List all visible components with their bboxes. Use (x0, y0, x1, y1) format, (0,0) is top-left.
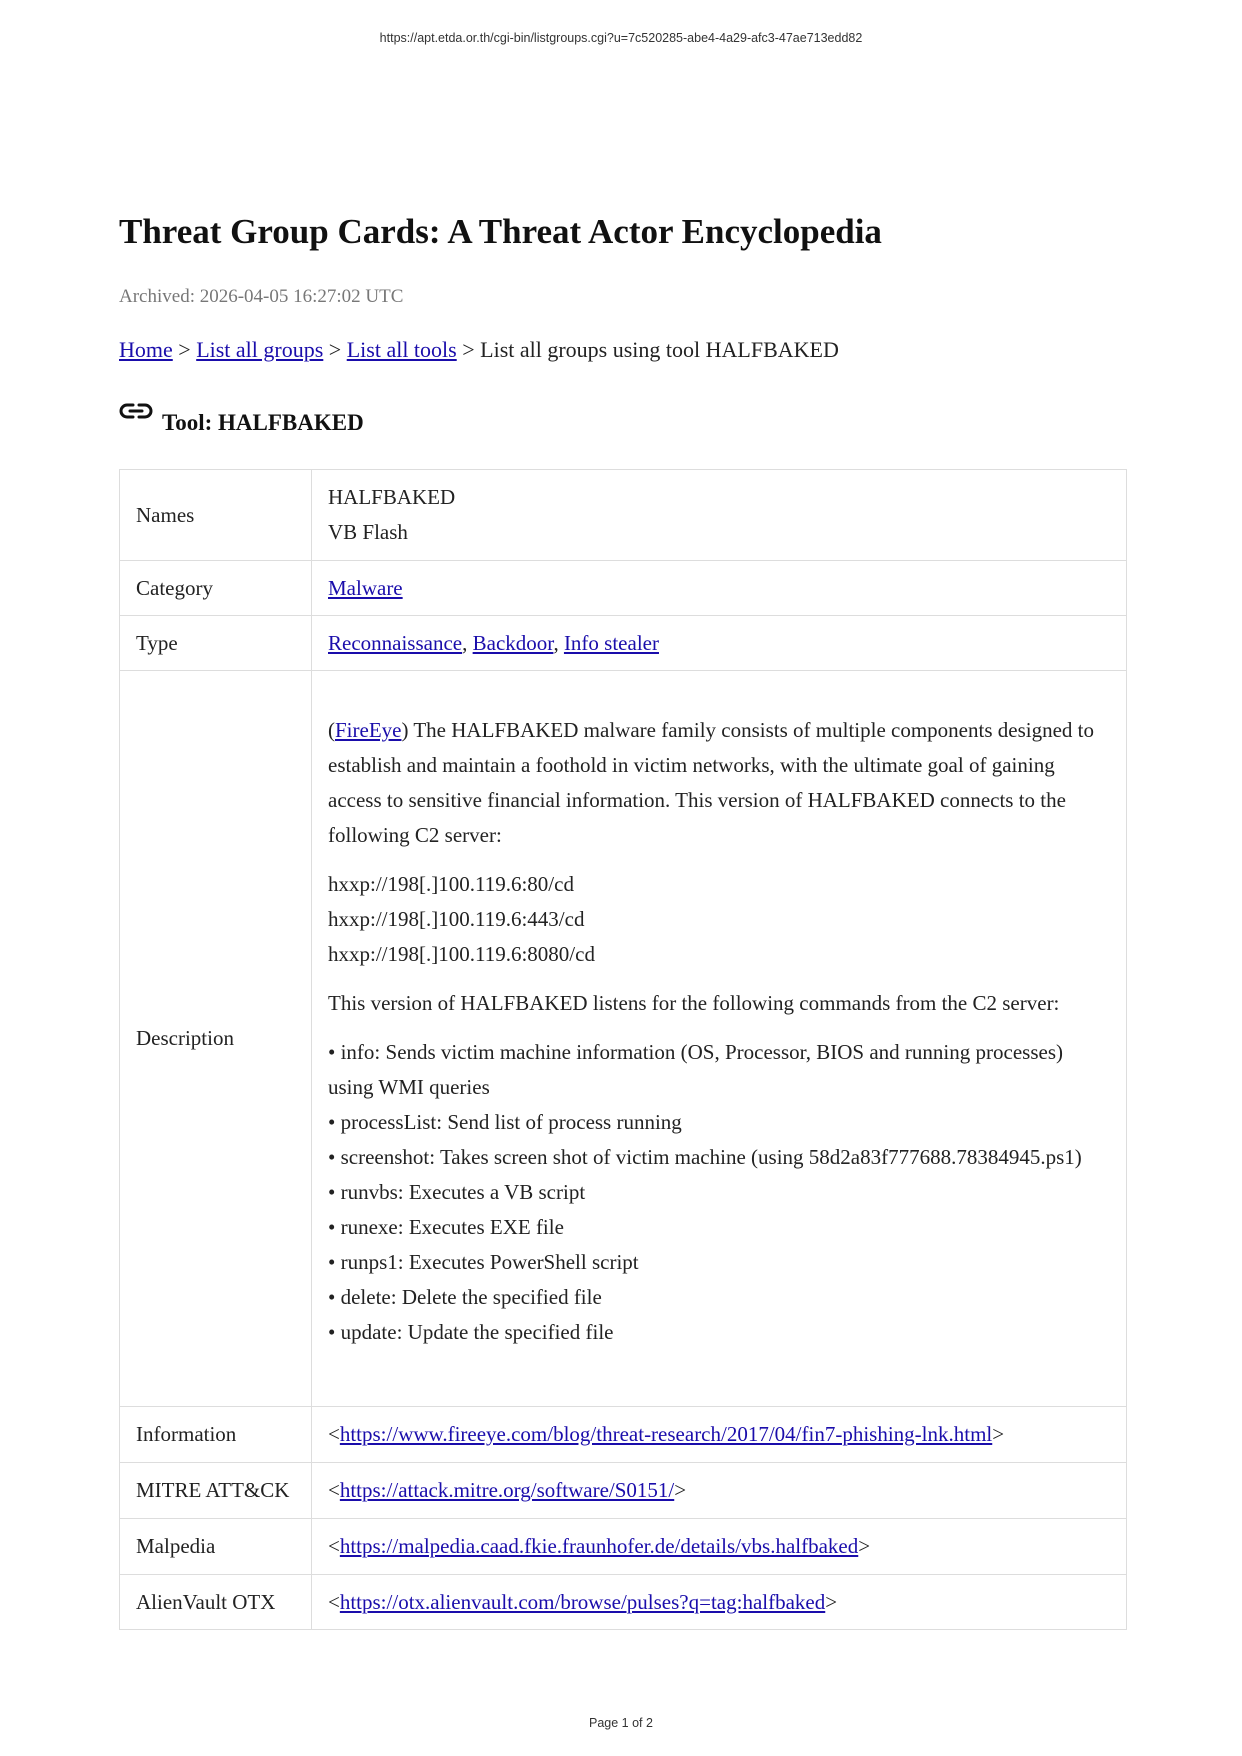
row-label: MITRE ATT&CK (120, 1463, 312, 1519)
table-row-malpedia (120, 1519, 1127, 1575)
breadcrumb (119, 337, 839, 363)
tool-info-table (119, 469, 1127, 1630)
breadcrumb-current: List all groups using tool HALFBAKED (480, 337, 839, 362)
table-row-category (120, 561, 1127, 616)
type-cell (312, 616, 1127, 671)
type-link-reconnaissance[interactable]: Reconnaissance (328, 630, 463, 655)
alienvault-cell (312, 1575, 1127, 1630)
information-link[interactable]: https://www.fireeye.com/blog/threat-research/2017/04/fin7-phishing-lnk.html (339, 1422, 993, 1446)
link-icon (119, 400, 153, 422)
mitre-link[interactable]: https://attack.mitre.org/software/S0151/ (339, 1478, 675, 1502)
angle-close: > (858, 1534, 871, 1558)
breadcrumb-separator: > (456, 337, 481, 362)
angle-open: < (328, 1422, 340, 1446)
row-label: Information (120, 1407, 312, 1463)
row-label: Description (120, 671, 312, 1407)
description-paren: ( (328, 718, 335, 742)
description-intro (328, 713, 1110, 853)
row-label: Category (120, 561, 312, 616)
c2-server: hxxp://198[.]100.119.6:8080/cd (328, 942, 595, 966)
command-item: • info: Sends victim machine information (OS, Processor, BIOS and running processes) using WMI queries (328, 1040, 1063, 1099)
c2-server: hxxp://198[.]100.119.6:443/cd (328, 907, 585, 931)
angle-open: < (328, 1478, 340, 1502)
type-link-backdoor[interactable]: Backdoor (472, 630, 554, 655)
table-row-type (120, 616, 1127, 671)
tool-name: HALFBAKED (328, 485, 456, 509)
command-item: • runvbs: Executes a VB script (328, 1180, 586, 1204)
c2-server: hxxp://198[.]100.119.6:80/cd (328, 872, 574, 896)
command-list (328, 1035, 1110, 1350)
row-label: Names (120, 470, 312, 561)
commands-intro: This version of HALFBAKED listens for the following commands from the C2 server: (328, 991, 1060, 1015)
c2-server-list (328, 867, 1110, 972)
description-intro-text: ) The HALFBAKED malware family consists of multiple components designed to establish and maintain a foothold in victim networks, with the ultimate goal of gaining access to sensitive financial information. This version of HALFBAKED connects to the following C2 server: (328, 718, 1094, 847)
malpedia-cell (312, 1519, 1127, 1575)
angle-close: > (992, 1422, 1005, 1446)
type-link-info-stealer[interactable]: Info stealer (563, 630, 659, 655)
command-item: • delete: Delete the specified file (328, 1285, 602, 1309)
row-label: AlienVault OTX (120, 1575, 312, 1630)
row-label: Malpedia (120, 1519, 312, 1575)
table-row-information (120, 1407, 1127, 1463)
breadcrumb-all-tools-link[interactable]: List all tools (346, 337, 457, 362)
command-item: • update: Update the specified file (328, 1320, 614, 1344)
mitre-cell (312, 1463, 1127, 1519)
category-cell (312, 561, 1127, 616)
angle-open: < (328, 1589, 340, 1614)
print-header-url: https://apt.etda.or.th/cgi-bin/listgroups.cgi?u=7c520285-abe4-4a29-afc3-47ae713edd82 (379, 31, 863, 45)
malpedia-link[interactable]: https://malpedia.caad.fkie.fraunhofer.de/details/vbs.halfbaked (339, 1534, 859, 1558)
archived-timestamp: Archived: 2026-04-05 16:27:02 UTC (119, 286, 404, 307)
type-separator: , (553, 630, 564, 655)
page-number: Page 1 of 2 (589, 1716, 653, 1730)
names-cell (312, 470, 1127, 561)
table-row-names (120, 470, 1127, 561)
table-row-mitre (120, 1463, 1127, 1519)
tool-alias: VB Flash (328, 520, 408, 544)
page-title: Threat Group Cards: A Threat Actor Encyclopedia (119, 212, 882, 251)
description-cell (312, 671, 1127, 1407)
angle-close: > (825, 1589, 838, 1614)
table-row-description (120, 671, 1127, 1407)
description-body (328, 703, 1110, 1374)
row-label: Type (120, 616, 312, 671)
breadcrumb-all-groups-link[interactable]: List all groups (196, 337, 324, 362)
type-separator: , (462, 630, 473, 655)
angle-open: < (328, 1534, 340, 1558)
tool-title: Tool: HALFBAKED (162, 410, 364, 435)
breadcrumb-home-link[interactable]: Home (119, 337, 173, 362)
command-item: • runps1: Executes PowerShell script (328, 1250, 639, 1274)
angle-close: > (674, 1478, 687, 1502)
breadcrumb-separator: > (323, 337, 347, 362)
command-item: • processList: Send list of process running (328, 1110, 682, 1134)
alienvault-link[interactable]: https://otx.alienvault.com/browse/pulses?q=tag:halfbaked (339, 1589, 826, 1614)
breadcrumb-separator: > (172, 337, 197, 362)
source-fireeye-link[interactable]: FireEye (335, 718, 402, 742)
category-link[interactable]: Malware (328, 575, 403, 600)
command-item: • runexe: Executes EXE file (328, 1215, 564, 1239)
table-row-alienvault (120, 1575, 1127, 1630)
information-cell (312, 1407, 1127, 1463)
command-item: • screenshot: Takes screen shot of victim machine (using 58d2a83f777688.78384945.ps1) (328, 1145, 1082, 1169)
